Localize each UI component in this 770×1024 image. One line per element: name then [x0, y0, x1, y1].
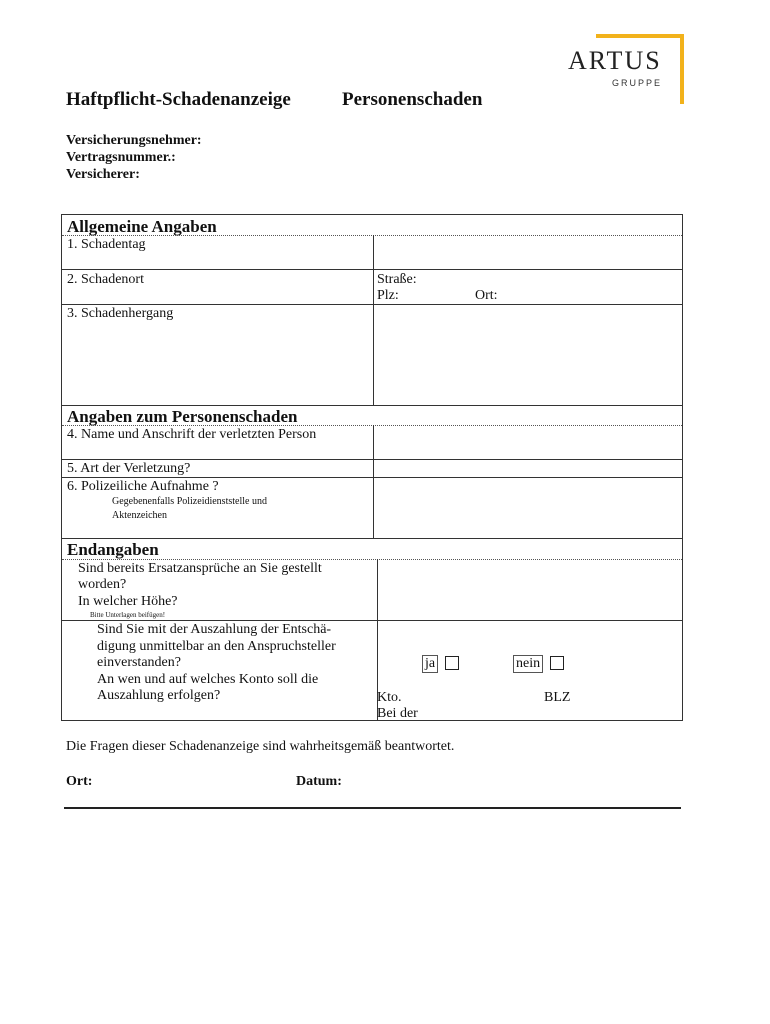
question-schadenort: 2. Schadenort: [67, 272, 144, 287]
question-auszahlung-2: digung unmittelbar an den Anspruchsteller: [97, 639, 336, 654]
label-datum: Datum:: [296, 774, 342, 789]
question-schadenhergang: 3. Schadenhergang: [67, 306, 174, 321]
checkbox-nein[interactable]: [550, 656, 564, 670]
note-polizei-1: Gegebenenfalls Polizeidienststelle und: [112, 496, 267, 507]
form-title: Haftpflicht-Schadenanzeige: [66, 89, 291, 110]
question-schadentag: 1. Schadentag: [67, 237, 146, 252]
label-ort-signature: Ort:: [66, 774, 93, 789]
section-heading-personen: Angaben zum Personenschaden: [67, 407, 298, 426]
question-art-verletzung: 5. Art der Verletzung?: [67, 461, 191, 476]
section-heading-allgemein: Allgemeine Angaben: [67, 217, 217, 236]
label-vertragsnummer: Vertragsnummer.:: [66, 150, 176, 165]
label-nein: nein: [513, 655, 543, 673]
form-subtitle: Personenschaden: [342, 89, 483, 110]
question-konto-2: Auszahlung erfolgen?: [97, 688, 221, 703]
declaration-text: Die Fragen dieser Schadenanzeige sind wahrheitsgemäß beantwortet.: [66, 739, 455, 754]
question-ersatzansprueche-2: worden?: [78, 577, 127, 592]
label-plz[interactable]: Plz:: [377, 288, 399, 303]
label-strasse[interactable]: Straße:: [377, 272, 417, 287]
claim-form-table: [61, 214, 683, 721]
label-versicherer: Versicherer:: [66, 167, 140, 182]
question-verletzte-person: 4. Name und Anschrift der verletzten Person: [67, 427, 317, 442]
note-unterlagen: Bitte Unterlagen beifügen!: [90, 611, 166, 619]
question-konto-1: An wen und auf welches Konto soll die: [97, 672, 319, 687]
note-polizei-2: Aktenzeichen: [112, 510, 167, 521]
label-versicherungsnehmer: Versicherungsnehmer:: [66, 133, 202, 148]
checkbox-ja[interactable]: [445, 656, 459, 670]
section-heading-end: Endangaben: [67, 540, 159, 559]
label-blz[interactable]: BLZ: [544, 690, 571, 705]
signature-line[interactable]: [64, 807, 681, 809]
label-bei-der[interactable]: Bei der: [377, 706, 418, 721]
logo-subtitle: GRUPPE: [612, 78, 663, 88]
logo-name: ARTUS: [568, 46, 662, 75]
label-ort[interactable]: Ort:: [475, 288, 498, 303]
label-kto[interactable]: Kto.: [377, 690, 402, 705]
question-auszahlung-1: Sind Sie mit der Auszahlung der Entschä-: [97, 622, 332, 637]
question-auszahlung-3: einverstanden?: [97, 655, 181, 670]
question-ersatzansprueche-1: Sind bereits Ersatzansprüche an Sie gestellt: [78, 561, 322, 576]
question-hoehe: In welcher Höhe?: [78, 594, 178, 609]
label-ja: ja: [422, 655, 438, 673]
question-polizei: 6. Polizeiliche Aufnahme ?: [67, 479, 219, 494]
